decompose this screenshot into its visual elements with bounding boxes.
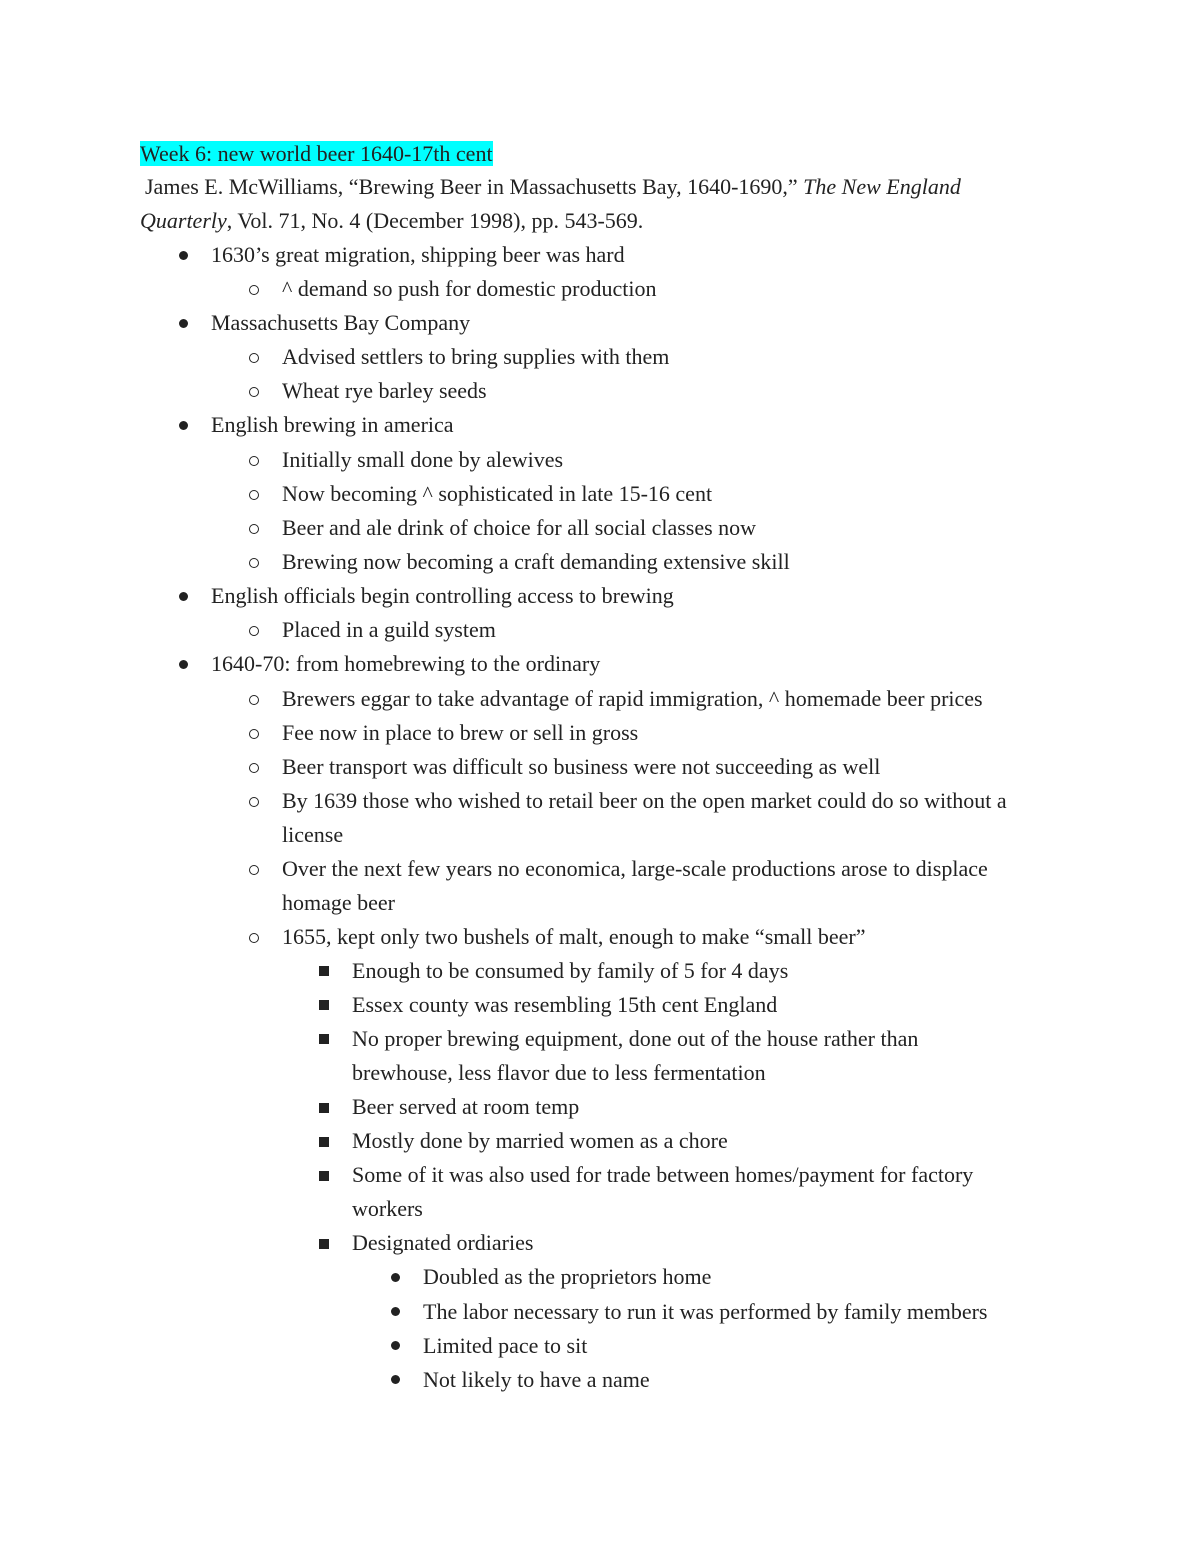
citation-text: , Vol. 71, No. 4 (December 1998), pp. 543-569. <box>226 208 644 233</box>
list-item: Massachusetts Bay Company <box>211 310 471 335</box>
list-item: Some of it was also used for trade between homes/payment for factory <box>352 1162 974 1187</box>
list-item: Limited pace to sit <box>423 1333 588 1358</box>
circle-bullet-icon <box>249 387 259 397</box>
bullet-icon <box>391 1341 400 1350</box>
list-item: Brewers eggar to take advantage of rapid immigration, ^ homemade beer prices <box>282 686 983 711</box>
list-item: Essex county was resembling 15th cent England <box>352 992 778 1017</box>
list-item: English officials begin controlling access to brewing <box>211 583 674 608</box>
bullet-icon <box>391 1273 400 1282</box>
list-item: 1655, kept only two bushels of malt, enough to make “small beer” <box>282 924 866 949</box>
list-item: Advised settlers to bring supplies with them <box>282 344 670 369</box>
square-bullet-icon <box>319 1239 329 1249</box>
circle-bullet-icon <box>249 285 259 295</box>
citation-line-2 <box>140 208 643 234</box>
list-item: By 1639 those who wished to retail beer on the open market could do so without a <box>282 788 1007 813</box>
list-item: Initially small done by alewives <box>282 447 564 472</box>
circle-bullet-icon <box>249 353 259 363</box>
bullet-icon <box>179 592 188 601</box>
list-item: 1640-70: from homebrewing to the ordinary <box>211 651 601 676</box>
circle-bullet-icon <box>249 729 259 739</box>
circle-bullet-icon <box>249 456 259 466</box>
list-item: Beer and ale drink of choice for all social classes now <box>282 515 757 540</box>
list-item: Brewing now becoming a craft demanding extensive skill <box>282 549 790 574</box>
list-item: Mostly done by married women as a chore <box>352 1128 728 1153</box>
square-bullet-icon <box>319 1000 329 1010</box>
bullet-icon <box>179 319 188 328</box>
page-heading <box>140 141 493 167</box>
list-item: Wheat rye barley seeds <box>282 378 487 403</box>
list-item: 1630’s great migration, shipping beer was hard <box>211 242 625 267</box>
list-item: Doubled as the proprietors home <box>423 1264 712 1289</box>
circle-bullet-icon <box>249 626 259 636</box>
list-item: Now becoming ^ sophisticated in late 15-16 cent <box>282 481 713 506</box>
list-item: No proper brewing equipment, done out of the house rather than <box>352 1026 919 1051</box>
circle-bullet-icon <box>249 524 259 534</box>
circle-bullet-icon <box>249 763 259 773</box>
list-item: Placed in a guild system <box>282 617 496 642</box>
bullet-icon <box>179 660 188 669</box>
list-item: Designated ordiaries <box>352 1230 534 1255</box>
list-item-continuation: homage beer <box>282 890 395 915</box>
citation-text: James E. McWilliams, “Brewing Beer in Massachusetts Bay, 1640-1690,” <box>145 174 804 199</box>
citation-journal: The New England <box>803 174 961 199</box>
bullet-icon <box>179 251 188 260</box>
list-item: ^ demand so push for domestic production <box>282 276 657 301</box>
list-item-continuation: brewhouse, less flavor due to less fermentation <box>352 1060 766 1085</box>
heading-highlight: Week 6: new world beer 1640-17th cent <box>140 141 493 166</box>
list-item: Enough to be consumed by family of 5 for 4 days <box>352 958 789 983</box>
circle-bullet-icon <box>249 865 259 875</box>
bullet-icon <box>391 1375 400 1384</box>
list-item: Not likely to have a name <box>423 1367 650 1392</box>
circle-bullet-icon <box>249 797 259 807</box>
list-item: Over the next few years no economica, large-scale productions arose to displace <box>282 856 988 881</box>
list-item: English brewing in america <box>211 412 454 437</box>
square-bullet-icon <box>319 1103 329 1113</box>
square-bullet-icon <box>319 966 329 976</box>
citation-line-1 <box>145 174 961 200</box>
bullet-icon <box>179 421 188 430</box>
square-bullet-icon <box>319 1137 329 1147</box>
list-item: Beer served at room temp <box>352 1094 580 1119</box>
circle-bullet-icon <box>249 695 259 705</box>
list-item-continuation: workers <box>352 1196 423 1221</box>
circle-bullet-icon <box>249 933 259 943</box>
citation-journal: Quarterly <box>140 208 227 233</box>
list-item: The labor necessary to run it was performed by family members <box>423 1299 988 1324</box>
list-item: Fee now in place to brew or sell in gross <box>282 720 639 745</box>
square-bullet-icon <box>319 1171 329 1181</box>
bullet-icon <box>391 1307 400 1316</box>
list-item-continuation: license <box>282 822 344 847</box>
circle-bullet-icon <box>249 490 259 500</box>
circle-bullet-icon <box>249 558 259 568</box>
square-bullet-icon <box>319 1034 329 1044</box>
list-item: Beer transport was difficult so business were not succeeding as well <box>282 754 881 779</box>
